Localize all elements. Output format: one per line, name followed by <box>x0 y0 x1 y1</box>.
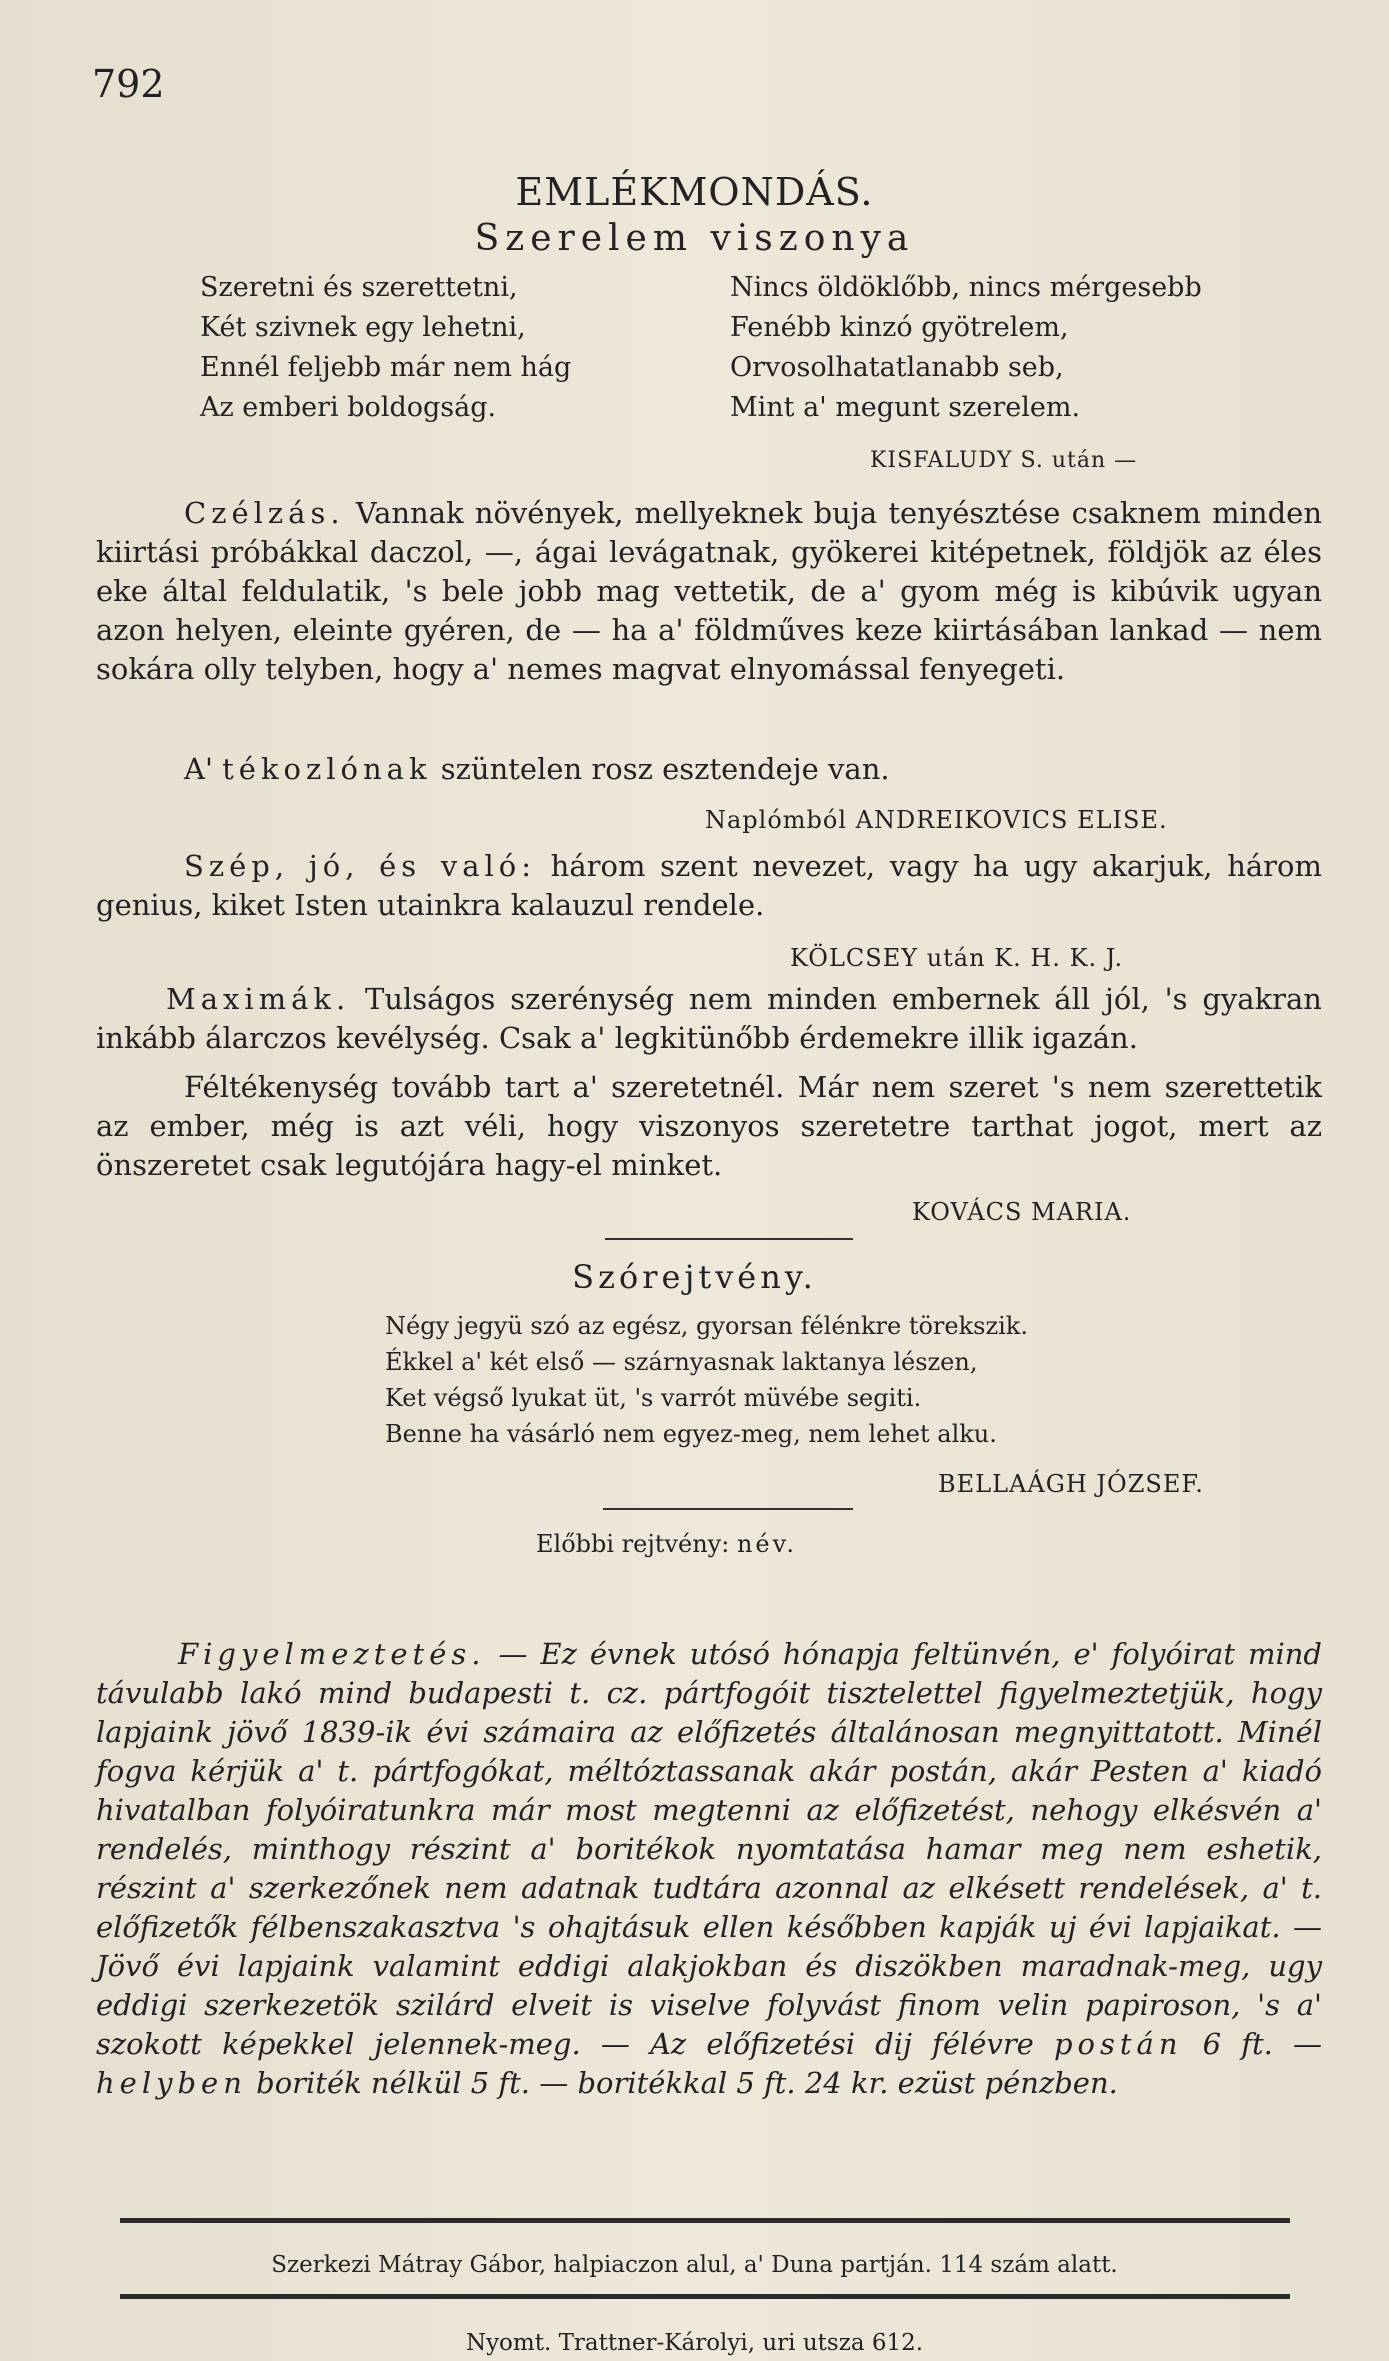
maximak-lead: Maximák. <box>166 982 351 1016</box>
previous-riddle-label: Előbbi rejtvény: <box>536 1530 730 1558</box>
riddle-line: Négy jegyü szó az egész, gyorsan félénkre törekszik. <box>385 1312 1028 1340</box>
poem-line: Fenébb kinzó gyötrelem, <box>730 312 1069 343</box>
feltekenyseg-paragraph: Féltékenység tovább tart a' szeretetnél. Már nem szeret 's nem szerettetik az ember, még is azt véli, hogy viszonyos szeretetre tarthat jogot, mert az önszeretet csak legutójára hagy-el minket. <box>96 1070 1322 1182</box>
poem-line: Nincs öldöklőbb, nincs mérgesebb <box>730 272 1202 303</box>
page-number: 792 <box>92 62 165 106</box>
notice-posta-price: 6 ft. — <box>1182 2027 1322 2061</box>
notice-helyben: helyben <box>96 2066 247 2100</box>
naplo-signature: Naplómból ANDREIKOVICS ELISE. <box>705 806 1168 834</box>
notice-text: — Ez évnek utósó hónapja feltünvén, e' folyóirat mind távulabb lakó mind budapesti t. cz. pártfogóit tisztelettel figyelmeztetjük, hogy lapjaink jövő 1839-ik évi számaira az előfizetés általánosan megnyittatott. Minél fogva kérjük a' t. pártfogókat, méltóztassanak akár postán, akár Pesten a' kiadó hivatalban folyóiratunkra már most megtenni az előfizetést, nehogy elkésvén a' rendelés, minthogy részint a' boritékok nyomtatása hamar meg nem eshetik, részint a' szerkezőnek nem adatnak tudtára azonnal az elkésett rendelések, a' t. előfizetők félbenszakasztva 's ohajtásuk ellen későbben kapják uj évi lapjaikat. — Jövő évi lapjaink valamint eddigi alakjokban és diszökben maradnak-meg, ugy eddigi szerkezetök szilárd elveit is viselve folyvást finom velin papiroson, 's a' szokott képekkel jelennek-meg. — Az előfizetési dij félévre <box>96 1637 1322 2061</box>
poem-title: Szerelem viszonya <box>474 218 915 259</box>
czelzas-text: Vannak növények, mellyeknek buja tenyésztése csaknem minden kiirtási próbákkal daczol, —, ágai levágatnak, gyökerei kitépetnek, földjök az éles eke által feldulatik, 's bele jobb mag vettetik, de a' gyom még is kibúvik ugyan azon helyen, eleinte gyéren, de — ha a' földműves keze kiirtásában lankad — nem sokára olly telyben, hogy a' nemes magvat elnyomással fenyegeti. <box>96 496 1322 686</box>
notice-posta: postán <box>1053 2027 1183 2061</box>
szep-paragraph <box>96 847 1322 925</box>
riddle-line: Ket végső lyukat üt, 's varrót müvébe segiti. <box>385 1384 922 1412</box>
notice-lead: Figyelmeztetés. <box>178 1637 486 1671</box>
poem-attribution: KISFALUDY S. után — <box>870 448 1138 473</box>
szep-text: három szent nevezet, vagy ha ugy akarjuk, három genius, kiket Isten utainkra kalauzul rendele. <box>96 849 1322 922</box>
kovacs-signature: KOVÁCS MARIA. <box>912 1198 1132 1226</box>
maximak-text: Tulságos szerénység nem minden embernek áll jól, 's gyakran inkább álarczos kevélység. Csak a' legkitünőbb érdemekre illik igazán. <box>96 982 1322 1055</box>
tekozlo-paragraph <box>96 750 1322 789</box>
footer-rule-top <box>120 2218 1290 2223</box>
poem-line: Mint a' megunt szerelem. <box>730 392 1081 423</box>
notice-tail: boriték nélkül 5 ft. — boritékkal 5 ft. 24 kr. ezüst pénzben. <box>246 2066 1118 2100</box>
poem-line: Orvosolhatatlanabb seb, <box>730 352 1064 383</box>
footer-editor: Szerkezi Mátray Gábor, halpiaczon alul, a' Duna partján. 114 szám alatt. <box>271 2252 1118 2278</box>
section-title: EMLÉKMONDÁS. <box>515 170 874 214</box>
kolcsey-signature: KÖLCSEY után K. H. K. J. <box>790 944 1124 972</box>
footer-rule-bottom <box>120 2294 1290 2299</box>
tekozlo-spaced: tékozlónak <box>222 752 432 786</box>
poem-right-stanza <box>730 268 1202 428</box>
riddle-title: Szórejtvény. <box>572 1258 817 1296</box>
czelzas-lead: Czélzás. <box>184 496 345 530</box>
riddle-line: Benne ha vásárló nem egyez-meg, nem lehet alku. <box>385 1420 997 1448</box>
riddle-author: BELLAÁGH JÓZSEF. <box>938 1470 1204 1498</box>
poem-left-stanza <box>200 268 571 428</box>
tekozlo-prefix: A' <box>184 752 223 786</box>
czelzas-paragraph <box>96 494 1322 689</box>
poem-line: Az emberi boldogság. <box>200 392 497 423</box>
riddle-verse <box>385 1308 1028 1452</box>
szep-lead: Szép, jó, és való: <box>184 849 536 883</box>
footer-printer: Nyomt. Trattner-Károlyi, uri utsza 612. <box>465 2330 924 2356</box>
riddle-line: Ékkel a' két első — szárnyasnak laktanya lészen, <box>385 1348 978 1376</box>
previous-riddle <box>536 1530 797 1558</box>
maximak-paragraph <box>96 980 1322 1058</box>
poem-line: Szeretni és szerettetni, <box>200 272 518 303</box>
notice-paragraph <box>96 1635 1322 2103</box>
tekozlo-rest: szüntelen rosz esztendeje van. <box>431 752 890 786</box>
poem-line: Két szivnek egy lehetni, <box>200 312 526 343</box>
poem-line: Ennél feljebb már nem hág <box>200 352 572 383</box>
divider <box>605 1238 853 1240</box>
previous-riddle-answer: név. <box>736 1530 797 1558</box>
divider <box>603 1508 853 1510</box>
